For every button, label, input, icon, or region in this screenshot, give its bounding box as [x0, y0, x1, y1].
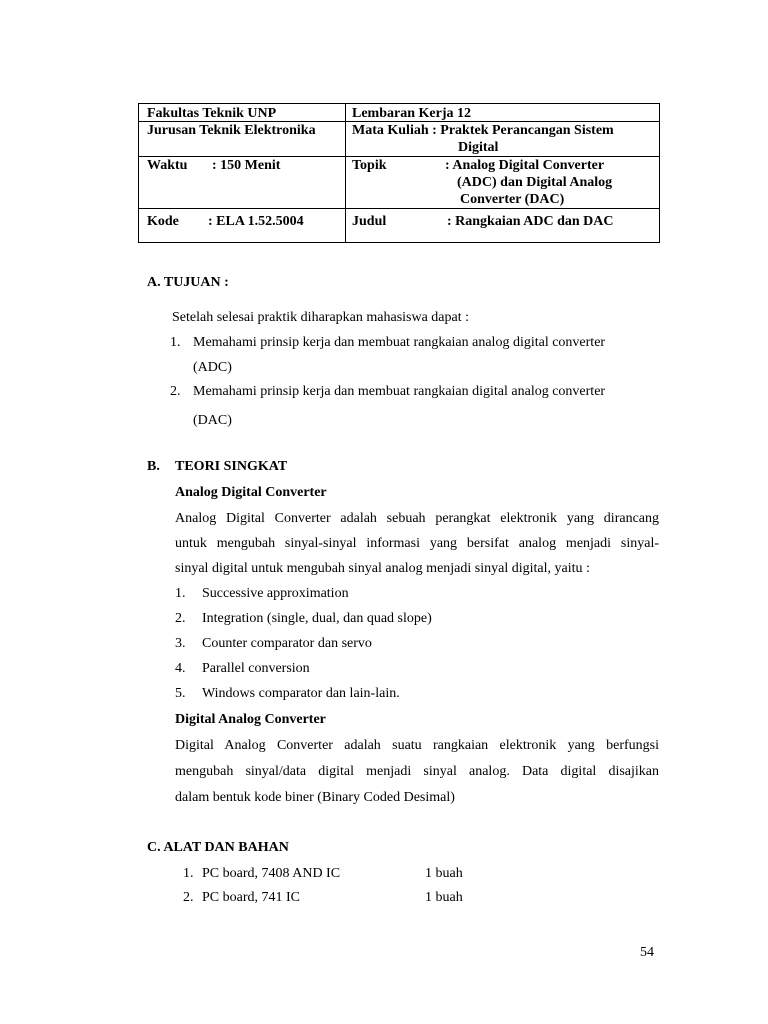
title-label: Judul	[352, 214, 387, 229]
adc-type-item: Successive approximation	[202, 586, 349, 601]
adc-type-number: 4.	[175, 661, 186, 676]
adc-type-item: Counter comparator dan servo	[202, 636, 372, 651]
adc-type-number: 5.	[175, 686, 186, 701]
list-item-number: 2.	[170, 384, 181, 399]
course-cell-line2: Digital	[458, 140, 499, 155]
section-a-intro: Setelah selesai praktik diharapkan mahasiswa dapat :	[172, 310, 470, 325]
adc-paragraph-line: sinyal digital untuk mengubah sinyal analog menjadi sinyal digital, yaitu :	[175, 561, 590, 576]
adc-subtitle: Analog Digital Converter	[175, 485, 327, 500]
adc-type-item: Windows comparator dan lain-lain.	[202, 686, 400, 701]
topic-label: Topik	[352, 158, 387, 173]
material-number: 2.	[183, 890, 194, 905]
list-item: Memahami prinsip kerja dan membuat rangkaian analog digital converter	[193, 335, 606, 350]
table-column-divider	[345, 104, 346, 242]
time-label: Waktu	[147, 158, 188, 173]
section-b-number: B.	[147, 459, 160, 474]
section-a-heading: A. TUJUAN :	[147, 275, 229, 290]
adc-type-number: 1.	[175, 586, 186, 601]
material-name: PC board, 7408 AND IC	[202, 866, 341, 881]
dac-paragraph-line: Digital Analog Converter adalah suatu rangkaian elektronik yang berfungsi	[175, 738, 659, 753]
dac-paragraph-line: dalam bentuk kode biner (Binary Coded Desimal)	[175, 790, 455, 805]
code-label: Kode	[147, 214, 179, 229]
material-number: 1.	[183, 866, 194, 881]
department-cell: Jurusan Teknik Elektronika	[147, 123, 316, 138]
topic-line2: (ADC) dan Digital Analog	[457, 175, 613, 190]
adc-type-number: 3.	[175, 636, 186, 651]
material-quantity: 1 buah	[425, 890, 463, 905]
list-item-continuation: (DAC)	[193, 413, 232, 428]
title-value: : Rangkaian ADC dan DAC	[447, 214, 614, 229]
material-quantity: 1 buah	[425, 866, 463, 881]
worksheet-cell: Lembaran Kerja 12	[352, 106, 471, 121]
dac-paragraph-line: mengubah sinyal/data digital menjadi sinyal analog. Data digital disajikan	[175, 764, 659, 779]
material-name: PC board, 741 IC	[202, 890, 300, 905]
adc-paragraph-line: Analog Digital Converter adalah sebuah perangkat elektronik yang dirancang	[175, 511, 659, 526]
list-item-continuation: (ADC)	[193, 360, 232, 375]
section-c-heading: C. ALAT DAN BAHAN	[147, 840, 289, 855]
topic-line1: : Analog Digital Converter	[445, 158, 605, 173]
course-cell-line1: Mata Kuliah : Praktek Perancangan Sistem	[352, 123, 614, 138]
topic-line3: Converter (DAC)	[460, 192, 565, 207]
table-row-divider	[139, 208, 659, 209]
list-item: Memahami prinsip kerja dan membuat rangkaian digital analog converter	[193, 384, 606, 399]
section-b-heading: TEORI SINGKAT	[175, 459, 288, 474]
adc-paragraph-line: untuk mengubah sinyal-sinyal informasi yang bersifat analog menjadi sinyal-	[175, 536, 659, 551]
faculty-cell: Fakultas Teknik UNP	[147, 106, 277, 121]
time-value: : 150 Menit	[212, 158, 281, 173]
dac-subtitle: Digital Analog Converter	[175, 712, 326, 727]
header-table	[138, 103, 660, 243]
adc-type-number: 2.	[175, 611, 186, 626]
adc-type-item: Parallel conversion	[202, 661, 310, 676]
adc-type-item: Integration (single, dual, dan quad slope)	[202, 611, 432, 626]
page-number: 54	[640, 945, 654, 960]
code-value: : ELA 1.52.5004	[208, 214, 304, 229]
list-item-number: 1.	[170, 335, 181, 350]
